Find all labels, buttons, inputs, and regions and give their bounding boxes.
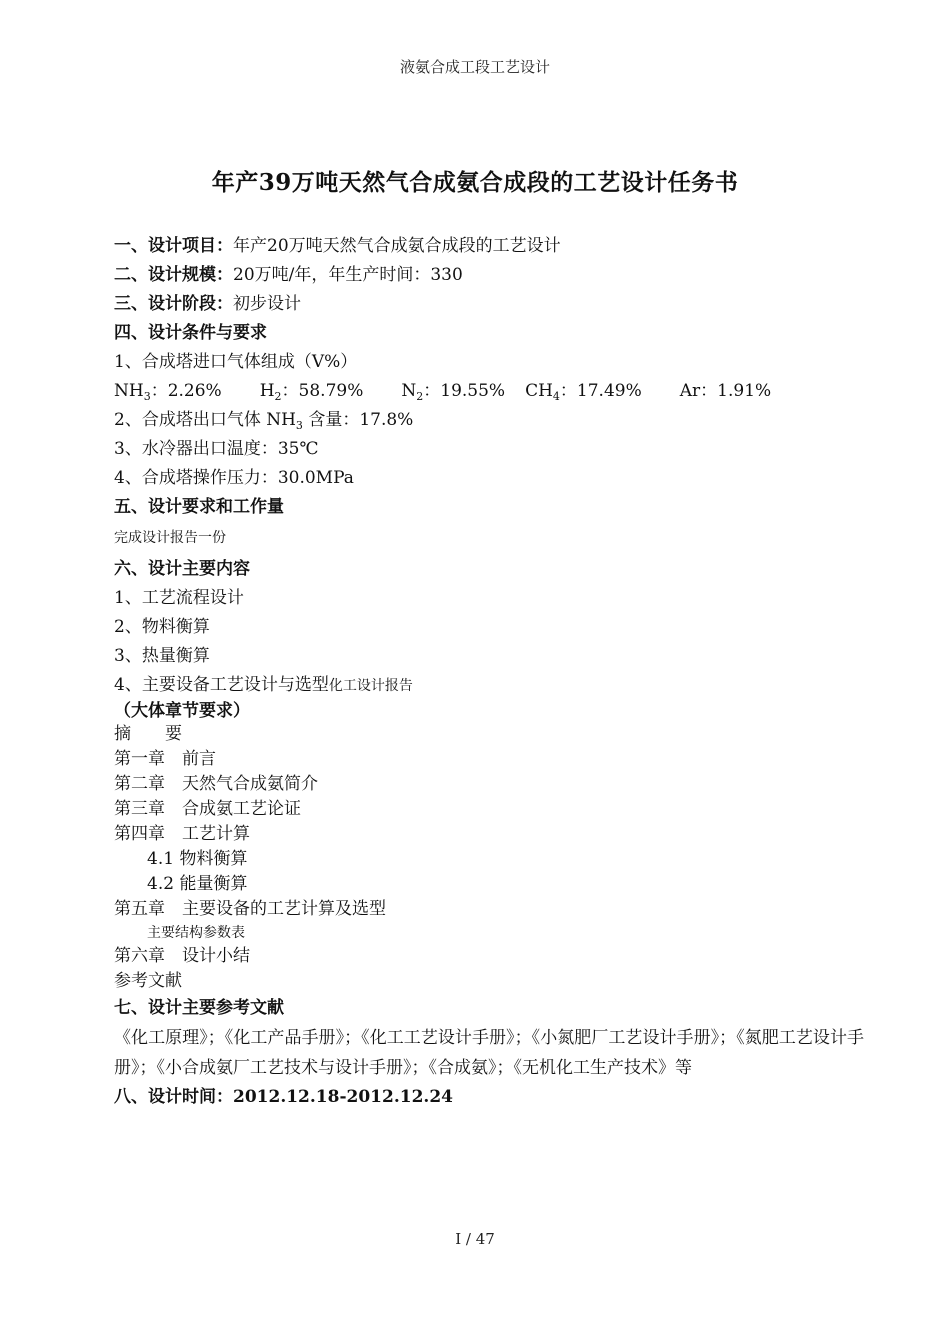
section-label: 三、设计阶段： xyxy=(114,294,233,314)
chapter-references: 参考文献 xyxy=(114,971,182,991)
chapter-3: 第三章 合成氨工艺论证 xyxy=(114,799,301,819)
section-label: 一、设计项目： xyxy=(114,236,233,256)
condition-operating-pressure: 4、合成塔操作压力：30.0MPa xyxy=(114,468,354,488)
section-label: 八、设计时间： xyxy=(114,1087,233,1107)
references-text: 《化工原理》；《化工产品手册》；《化工工艺设计手册》；《小氮肥厂工艺设计手册》；《氮肥工艺设计手册》；《小合成氨厂工艺技术与设计手册》；《合成氨》；《无机化工生产技术》等 xyxy=(114,1028,864,1078)
condition-outlet-nh3: 2、合成塔出口气体 $NH_3$ 含量：17.8% xyxy=(114,410,414,432)
section-value: 年产20万吨天然气合成氨合成段的工艺设计 xyxy=(233,236,561,256)
chapter-1: 第一章 前言 xyxy=(114,749,216,769)
section-main-content: 六、设计主要内容 xyxy=(114,559,250,579)
section-requirements: 五、设计要求和工作量 xyxy=(114,497,284,517)
chapter-5-sub: 主要结构参数表 xyxy=(147,925,245,941)
chapter-4-2: 4.2 能量衡算 xyxy=(147,874,248,894)
condition-inlet-composition: 1、合成塔进口气体组成（V%） xyxy=(114,352,358,372)
document-body xyxy=(114,232,864,1112)
section-value: 2012.12.18-2012.12.24 xyxy=(233,1087,453,1107)
content-item: 2、物料衡算 xyxy=(114,617,210,637)
chapter-2: 第二章 天然气合成氨简介 xyxy=(114,774,318,794)
chapter-abstract: 摘 要 xyxy=(114,724,182,744)
content-item: 3、热量衡算 xyxy=(114,646,210,666)
condition-cooler-temperature: 3、水冷器出口温度：35℃ xyxy=(114,439,319,459)
section-design-scale xyxy=(114,261,864,290)
section-design-project xyxy=(114,232,864,261)
chapter-4-1: 4.1 物料衡算 xyxy=(147,849,248,869)
gas-composition-row xyxy=(114,377,864,406)
chapter-4: 第四章 工艺计算 xyxy=(114,824,250,844)
page-number: I / 47 xyxy=(455,1230,495,1248)
h2-component: $H_2$：58.79% xyxy=(259,381,364,403)
ch4-component: $CH_4$：17.49% xyxy=(525,381,642,403)
nh3-component: $NH_3$：2.26% xyxy=(114,381,222,403)
document-title: 年产39万吨天然气合成氨合成段的工艺设计任务书 xyxy=(211,169,739,196)
n2-component: $N_2$：19.55% xyxy=(401,381,506,403)
section-value: 初步设计 xyxy=(233,294,301,314)
content-item: 1、工艺流程设计 xyxy=(114,588,244,608)
section-label: 二、设计规模： xyxy=(114,265,233,285)
ar-component: Ar：1.91% xyxy=(679,381,772,401)
content-item: 4、主要设备工艺设计与选型化工设计报告 xyxy=(114,675,413,695)
page-header: 液氨合成工段工艺设计 xyxy=(399,58,550,76)
content-item-suffix: 化工设计报告 xyxy=(328,678,413,694)
section-design-conditions: 四、设计条件与要求 xyxy=(114,323,267,343)
chapter-6: 第六章 设计小结 xyxy=(114,946,250,966)
chapters-heading: （大体章节要求） xyxy=(114,701,250,721)
section-value: 20万吨/年，年生产时间：330 xyxy=(233,265,463,285)
section-design-stage xyxy=(114,290,864,319)
section-references: 七、设计主要参考文献 xyxy=(114,998,284,1018)
chapter-5: 第五章 主要设备的工艺计算及选型 xyxy=(114,899,386,919)
section-design-time xyxy=(114,1083,864,1112)
requirements-text: 完成设计报告一份 xyxy=(114,530,226,546)
